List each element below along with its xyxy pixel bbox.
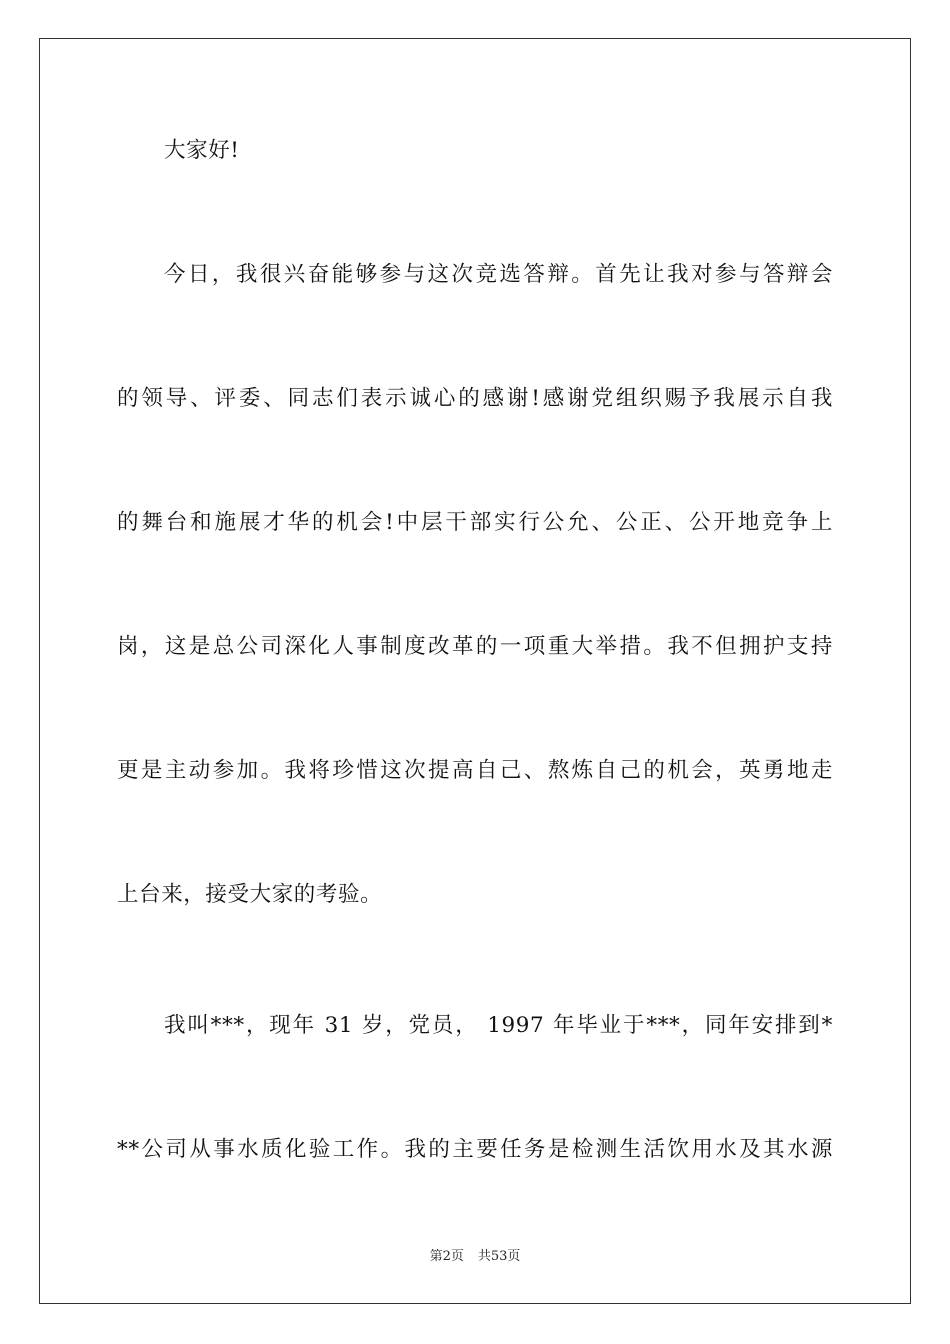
paragraph-line: 岗，这是总公司深化人事制度改革的一项重大举措。我不但拥护支持 bbox=[117, 634, 833, 659]
paragraph-line: 的领导、评委、同志们表示诚心的感谢!感谢党组织赐予我展示自我 bbox=[117, 386, 833, 411]
page-border bbox=[39, 38, 911, 1304]
page-number: 第2页 bbox=[429, 1249, 464, 1264]
paragraph-line: 上台来，接受大家的考验。 bbox=[117, 882, 383, 907]
greeting-line: 大家好! bbox=[164, 138, 240, 163]
paragraph-line: 更是主动参加。我将珍惜这次提高自己、熬炼自己的机会，英勇地走 bbox=[117, 758, 833, 783]
page-footer bbox=[0, 1248, 950, 1266]
page-total: 共53页 bbox=[477, 1249, 521, 1264]
paragraph-line: 我叫***，现年 31 岁，党员， 1997 年毕业于***，同年安排到* bbox=[164, 1013, 833, 1038]
paragraph-line: 的舞台和施展才华的机会!中层干部实行公允、公正、公开地竞争上 bbox=[117, 510, 833, 535]
paragraph-line: **公司从事水质化验工作。我的主要任务是检测生活饮用水及其水源 bbox=[117, 1137, 833, 1162]
paragraph-line: 今日，我很兴奋能够参与这次竞选答辩。首先让我对参与答辩会 bbox=[164, 262, 833, 287]
